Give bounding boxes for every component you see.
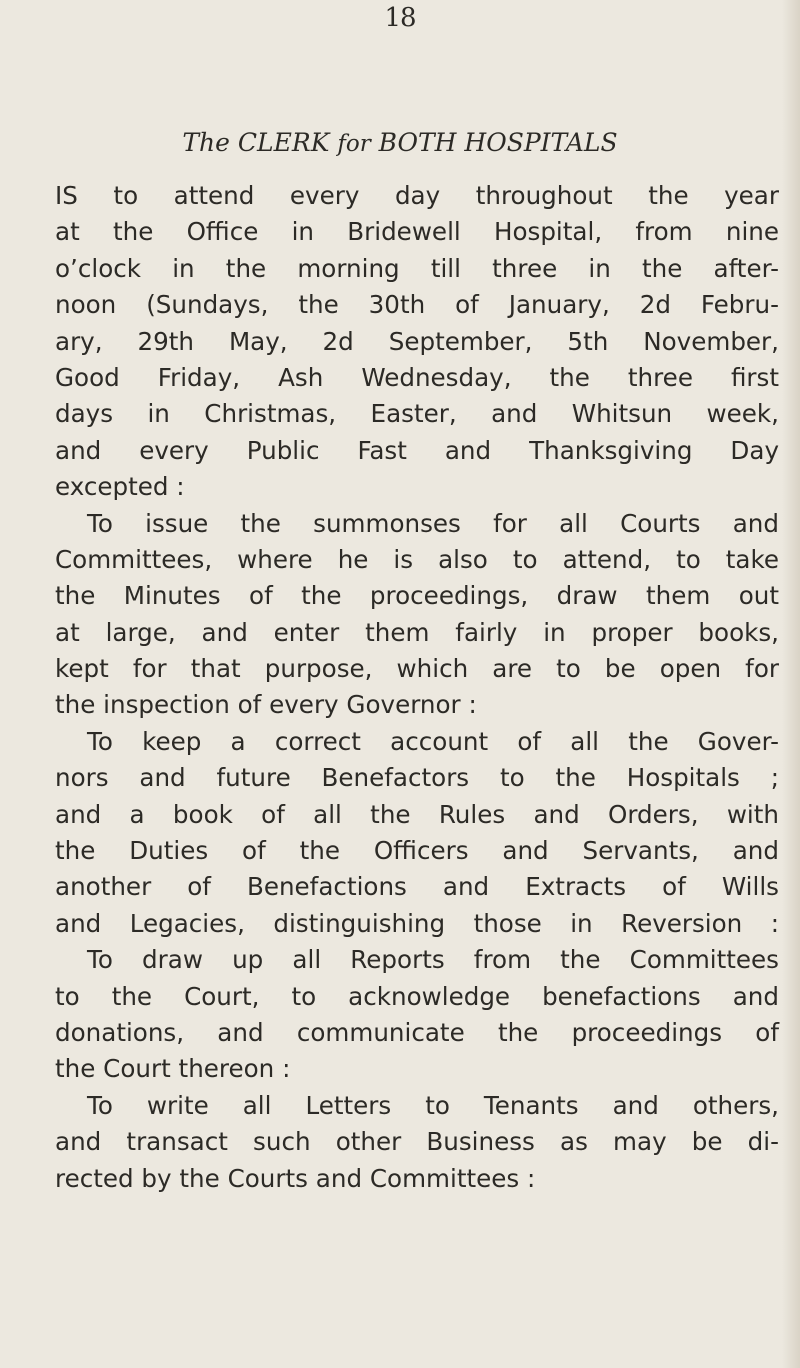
text-line: the inspection of every Governor :	[55, 690, 477, 720]
text-line: Committees, where he is also to attend, to take	[55, 544, 779, 574]
text-line: to the Court, to acknowledge benefactions and	[55, 981, 779, 1011]
text-line: donations, and communicate the proceedings of	[55, 1017, 779, 1047]
text-line: and every Public Fast and Thanksgiving Day	[55, 435, 779, 465]
text-line: Good Friday, Ash Wednesday, the three first	[55, 362, 779, 392]
text-line: at large, and enter them fairly in proper books,	[55, 617, 779, 647]
section-heading	[0, 126, 800, 161]
text-line: nors and future Benefactors to the Hospitals ;	[55, 763, 779, 793]
paragraph-start-line: To write all Letters to Tenants and others,	[87, 1090, 779, 1120]
text-line: and Legacies, distinguishing those in Reversion :	[55, 908, 779, 938]
text-line: ary, 29th May, 2d September, 5th November,	[55, 326, 779, 356]
body-text	[55, 178, 779, 1197]
paragraph-start-line: To issue the summonses for all Courts and	[87, 508, 779, 538]
paragraph-start-line: To draw up all Reports from the Committees	[87, 945, 779, 975]
paragraph-start-line: To keep a correct account of all the Gover-	[87, 726, 779, 756]
text-line: at the Office in Bridewell Hospital, from nine	[55, 217, 779, 247]
text-line: the Minutes of the proceedings, draw them out	[55, 581, 779, 611]
page-edge-shadow	[782, 0, 800, 1368]
text-line: IS to attend every day throughout the year	[55, 181, 779, 210]
text-line: and transact such other Business as may be di-	[55, 1127, 779, 1157]
heading-tail: BOTH HOSPITALS	[378, 128, 618, 157]
page-number: 18	[384, 3, 416, 33]
heading-connector: for	[337, 131, 371, 157]
text-line: days in Christmas, Easter, and Whitsun week,	[55, 399, 779, 429]
text-line: the Court thereon :	[55, 1054, 291, 1084]
text-line: o’clock in the morning till three in the after-	[55, 253, 779, 283]
text-line: kept for that purpose, which are to be open for	[55, 654, 779, 684]
text-line: the Duties of the Officers and Servants, and	[55, 836, 779, 866]
text-line: noon (Sundays, the 30th of January, 2d Febru-	[55, 290, 779, 320]
heading-lead: The CLERK	[182, 128, 330, 157]
text-line: and a book of all the Rules and Orders, with	[55, 799, 779, 829]
text-line: rected by the Courts and Committees :	[55, 1163, 536, 1193]
text-line: excepted :	[55, 472, 185, 502]
text-line: another of Benefactions and Extracts of Wills	[55, 872, 779, 902]
